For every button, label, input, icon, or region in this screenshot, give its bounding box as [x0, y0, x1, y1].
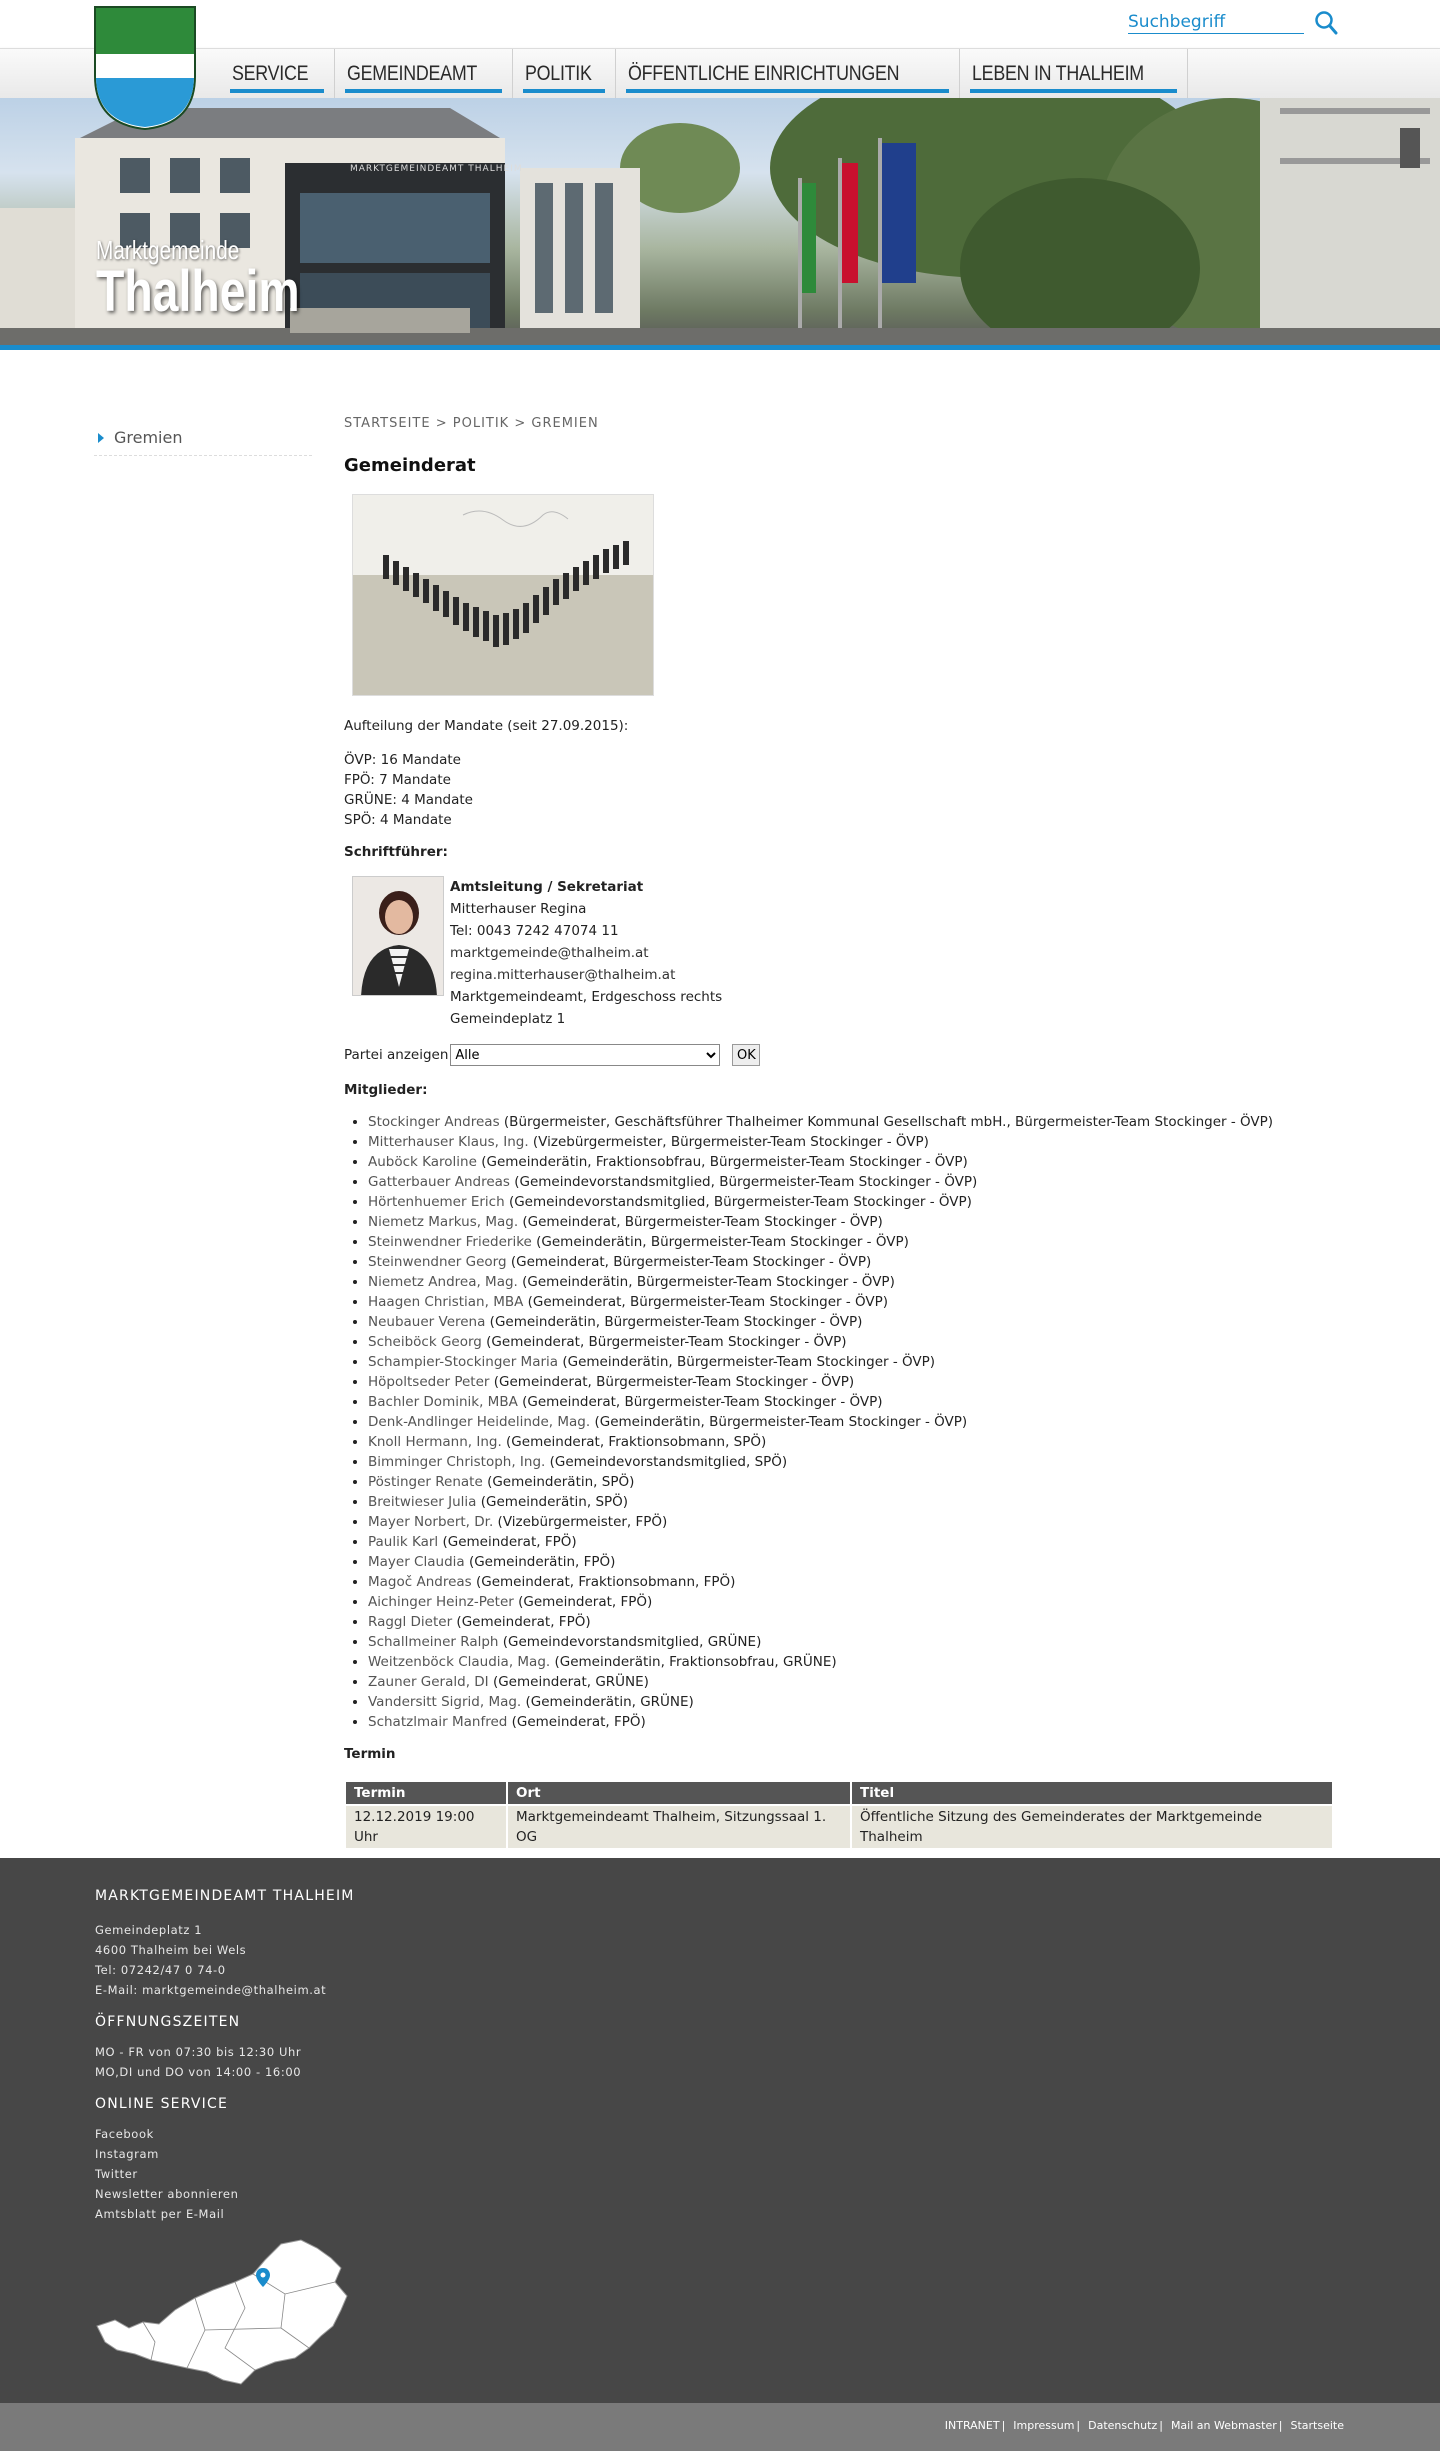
bottom-links: INTRANET | Impressum | Datenschutz | Mail an Webmaster | Startseite [944, 2419, 1344, 2432]
member-name-link[interactable]: Breitwieser Julia [368, 1494, 477, 1510]
ok-button[interactable]: OK [732, 1044, 760, 1066]
nav-oeffentliche-einrichtungen[interactable] [616, 49, 960, 99]
search-button[interactable] [1314, 10, 1338, 36]
mandate-item: SPÖ: 4 Mandate [344, 812, 452, 828]
nav-gemeindeamt[interactable] [335, 49, 513, 99]
member-name-link[interactable]: Vandersitt Sigrid, Mag. [368, 1694, 522, 1710]
member-name-link[interactable]: Schampier-Stockinger Maria [368, 1354, 559, 1370]
sidebar [94, 420, 312, 456]
mandate-item: FPÖ: 7 Mandate [344, 772, 451, 788]
member-name-link[interactable]: Denk-Andlinger Heidelinde, Mag. [368, 1414, 591, 1430]
footer-hours-line: MO - FR von 07:30 bis 12:30 Uhr [95, 2045, 302, 2059]
breadcrumb-startseite[interactable]: STARTSEITE [344, 416, 431, 431]
list-item [368, 1632, 1344, 1652]
member-role: (Gemeinderätin, Fraktionsobfrau, GRÜNE) [550, 1654, 837, 1670]
nav-politik[interactable] [513, 49, 616, 99]
breadcrumb [344, 414, 1344, 434]
list-item [368, 1132, 1344, 1152]
list-item [368, 1232, 1344, 1252]
footer-hours-heading: ÖFFNUNGSZEITEN [95, 2014, 241, 2030]
bottom-link-webmaster[interactable]: Mail an Webmaster [1170, 2419, 1277, 2432]
list-item [368, 1372, 1344, 1392]
list-item [368, 1712, 1344, 1732]
member-name-link[interactable]: Steinwendner Georg [368, 1254, 507, 1270]
member-role: (Gemeinderat, Bürgermeister-Team Stockinger - ÖVP) [489, 1374, 855, 1390]
member-name-link[interactable]: Scheiböck Georg [368, 1334, 482, 1350]
member-name-link[interactable]: Schallmeiner Ralph [368, 1634, 499, 1650]
footer-phone: Tel: 07242/47 0 74-0 [95, 1963, 226, 1977]
list-item [368, 1692, 1344, 1712]
member-role: (Gemeinderätin, GRÜNE) [521, 1694, 694, 1710]
bottom-link-datenschutz[interactable]: Datenschutz [1088, 2419, 1158, 2432]
footer-link-twitter[interactable]: Twitter [95, 2167, 138, 2181]
member-role: (Vizebürgermeister, Bürgermeister-Team Stockinger - ÖVP) [528, 1134, 929, 1150]
sidebar-item-label: Gremien [114, 428, 183, 447]
list-item [368, 1212, 1344, 1232]
member-name-link[interactable]: Niemetz Andrea, Mag. [368, 1274, 518, 1290]
member-role: (Gemeinderätin, SPÖ) [476, 1494, 629, 1510]
member-name-link[interactable]: Raggl Dieter [368, 1614, 453, 1630]
list-item [368, 1572, 1344, 1592]
list-item [368, 1472, 1344, 1492]
member-name-link[interactable]: Bachler Dominik, MBA [368, 1394, 518, 1410]
main-navigation-bar [0, 48, 1440, 98]
member-role: (Gemeinderat, FPÖ) [513, 1594, 653, 1610]
footer [0, 1858, 1440, 2403]
member-role: (Gemeinderätin, Bürgermeister-Team Stockinger - ÖVP) [558, 1354, 936, 1370]
termin-location-cell: Marktgemeindeamt Thalheim, Sitzungssaal 1. OG [508, 1806, 850, 1848]
coat-of-arms-icon [94, 6, 196, 130]
member-role: (Gemeinderätin, Bürgermeister-Team Stockinger - ÖVP) [531, 1234, 909, 1250]
contact-title: Amtsleitung / Sekretariat [450, 879, 644, 895]
member-role: (Vizebürgermeister, FPÖ) [493, 1514, 668, 1530]
main-navigation [220, 49, 1188, 99]
page-title: Gemeinderat [344, 455, 476, 476]
list-item [368, 1392, 1344, 1412]
council-group-photo [352, 494, 654, 696]
hero-building-sign: MARKTGEMEINDEAMT THALHEIM [350, 164, 523, 174]
party-filter [344, 1044, 1344, 1066]
nav-label: SERVICE [232, 62, 309, 85]
austria-map [95, 2238, 385, 2388]
secretary-portrait [352, 876, 444, 996]
breadcrumb-separator: > [514, 416, 527, 431]
member-role: (Gemeinderätin, Bürgermeister-Team Stockinger - ÖVP) [517, 1274, 895, 1290]
member-name-link[interactable]: Gatterbauer Andreas [368, 1174, 510, 1190]
member-role: (Gemeinderätin, FPÖ) [464, 1554, 616, 1570]
member-name-link[interactable]: Stockinger Andreas [368, 1114, 500, 1130]
hero-subtitle: Marktgemeinde [96, 235, 240, 265]
list-item [368, 1312, 1344, 1332]
bottom-bar [0, 2403, 1440, 2451]
mandate-intro: Aufteilung der Mandate (seit 27.09.2015): [344, 718, 629, 734]
list-item [368, 1112, 1344, 1132]
member-role: (Gemeindevorstandsmitglied, GRÜNE) [498, 1634, 762, 1650]
member-role: (Gemeinderat, Fraktionsobmann, SPÖ) [501, 1434, 767, 1450]
list-item [368, 1152, 1344, 1172]
coat-of-arms-logo[interactable] [94, 6, 196, 130]
member-role: (Gemeinderätin, Bürgermeister-Team Stockinger - ÖVP) [590, 1414, 968, 1430]
member-role: (Gemeinderat, FPÖ) [438, 1534, 577, 1550]
member-name-link[interactable]: Zauner Gerald, DI [368, 1674, 489, 1690]
contact-email-general[interactable]: marktgemeinde@thalheim.at [450, 945, 649, 961]
footer-info [95, 1888, 355, 2224]
nav-label: POLITIK [524, 62, 592, 85]
contact-phone: Tel: 0043 7242 47074 11 [450, 923, 619, 939]
member-name-link[interactable]: Pöstinger Renate [368, 1474, 483, 1490]
footer-hours-line: MO,DI und DO von 14:00 - 16:00 [95, 2065, 302, 2079]
member-name-link[interactable]: Niemetz Markus, Mag. [368, 1214, 519, 1230]
nav-service[interactable] [220, 49, 335, 99]
member-role: (Gemeindevorstandsmitglied, Bürgermeister-Team Stockinger - ÖVP) [509, 1174, 978, 1190]
member-name-link[interactable]: Neubauer Verena [368, 1314, 486, 1330]
member-name-link[interactable]: Knoll Hermann, Ing. [368, 1434, 502, 1450]
members-heading: Mitglieder: [344, 1082, 428, 1098]
austria-map-icon [95, 2238, 385, 2388]
member-role: (Gemeindevorstandsmitglied, SPÖ) [545, 1454, 788, 1470]
breadcrumb-separator: > [435, 416, 448, 431]
list-item [368, 1672, 1344, 1692]
bottom-link-intranet[interactable]: INTRANET [944, 2419, 1000, 2432]
list-item [368, 1592, 1344, 1612]
contact-room: Marktgemeindeamt, Erdgeschoss rechts [450, 989, 723, 1005]
termin-date-cell: 12.12.2019 19:00 Uhr [346, 1806, 506, 1848]
breadcrumb-gremien[interactable]: GREMIEN [531, 416, 599, 431]
list-item [368, 1352, 1344, 1372]
member-name-link[interactable]: Haagen Christian, MBA [368, 1294, 524, 1310]
member-name-link[interactable]: Höpoltseder Peter [368, 1374, 490, 1390]
member-name-link[interactable]: Bimminger Christoph, Ing. [368, 1454, 546, 1470]
member-role: (Gemeinderat, Bürgermeister-Team Stockinger - ÖVP) [506, 1254, 872, 1270]
member-name-link[interactable]: Aichinger Heinz-Peter [368, 1594, 514, 1610]
secretary-contact-card [352, 876, 1344, 1030]
bottom-link-startseite[interactable]: Startseite [1290, 2419, 1344, 2432]
contact-email-personal[interactable]: regina.mitterhauser@thalheim.at [450, 967, 676, 983]
column-header-titel: Titel [852, 1782, 1332, 1804]
member-role: (Gemeinderätin, SPÖ) [482, 1474, 635, 1490]
member-role: (Gemeindevorstandsmitglied, Bürgermeister-Team Stockinger - ÖVP) [504, 1194, 972, 1210]
list-item [368, 1292, 1344, 1312]
search-icon [1314, 10, 1338, 36]
member-name-link[interactable]: Steinwendner Friederike [368, 1234, 532, 1250]
nav-label: LEBEN IN THALHEIM [972, 62, 1145, 85]
member-role: (Gemeinderat, FPÖ) [452, 1614, 591, 1630]
member-name-link[interactable]: Schatzlmair Manfred [368, 1714, 508, 1730]
member-role: (Gemeinderat, Fraktionsobmann, FPÖ) [471, 1574, 736, 1590]
contact-info [450, 876, 722, 1030]
sidebar-item-gremien[interactable] [94, 420, 312, 456]
party-filter-label: Partei anzeigen [344, 1047, 449, 1063]
breadcrumb-politik[interactable]: POLITIK [452, 416, 510, 431]
list-item [368, 1412, 1344, 1432]
footer-link-amtsblatt[interactable]: Amtsblatt per E-Mail [95, 2207, 225, 2221]
list-item [368, 1192, 1344, 1212]
hero-accent-stripe [0, 345, 1440, 350]
termin-table [344, 1780, 1334, 1850]
column-header-termin: Termin [346, 1782, 506, 1804]
bottom-link-impressum[interactable]: Impressum [1013, 2419, 1075, 2432]
list-item [368, 1512, 1344, 1532]
member-role: (Gemeinderat, GRÜNE) [488, 1674, 649, 1690]
contact-name: Mitterhauser Regina [450, 901, 587, 917]
mandate-item: GRÜNE: 4 Mandate [344, 792, 473, 808]
list-item [368, 1252, 1344, 1272]
member-role: (Gemeinderat, Bürgermeister-Team Stockinger - ÖVP) [517, 1394, 883, 1410]
party-select[interactable] [450, 1044, 720, 1066]
list-item [368, 1532, 1344, 1552]
list-item [368, 1172, 1344, 1192]
list-item [368, 1612, 1344, 1632]
member-name-link[interactable]: Paulik Karl [368, 1534, 439, 1550]
member-name-link[interactable]: Mayer Norbert, Dr. [368, 1514, 494, 1530]
footer-online-heading: ONLINE SERVICE [95, 2096, 229, 2112]
member-role: (Gemeinderätin, Fraktionsobfrau, Bürgermeister-Team Stockinger - ÖVP) [476, 1154, 968, 1170]
member-name-link[interactable]: Weitzenböck Claudia, Mag. [368, 1654, 551, 1670]
list-item [368, 1552, 1344, 1572]
member-name-link[interactable]: Mitterhauser Klaus, Ing. [368, 1134, 529, 1150]
chevron-right-icon [98, 433, 104, 443]
member-role: (Gemeinderat, FPÖ) [507, 1714, 646, 1730]
footer-link-newsletter[interactable]: Newsletter abonnieren [95, 2187, 239, 2201]
nav-label: GEMEINDEAMT [346, 62, 477, 85]
member-name-link[interactable]: Auböck Karoline [368, 1154, 477, 1170]
list-item [368, 1332, 1344, 1352]
member-role: (Gemeinderat, Bürgermeister-Team Stockinger - ÖVP) [481, 1334, 847, 1350]
list-item [368, 1452, 1344, 1472]
table-row[interactable] [346, 1806, 1332, 1848]
hero-title: Thalheim [96, 259, 300, 324]
footer-email[interactable]: E-Mail: marktgemeinde@thalheim.at [95, 1983, 327, 1997]
contact-address: Gemeindeplatz 1 [450, 1011, 566, 1027]
mandate-list [344, 750, 1344, 830]
nav-leben-in-thalheim[interactable] [960, 49, 1187, 99]
footer-address-line: 4600 Thalheim bei Wels [95, 1943, 247, 1957]
footer-link-facebook[interactable]: Facebook [95, 2127, 154, 2141]
footer-address-line: Gemeindeplatz 1 [95, 1923, 203, 1937]
termin-table-header [346, 1782, 1332, 1804]
list-item [368, 1432, 1344, 1452]
mandate-item: ÖVP: 16 Mandate [344, 752, 461, 768]
column-header-ort: Ort [508, 1782, 850, 1804]
nav-label: ÖFFENTLICHE EINRICHTUNGEN [628, 62, 900, 85]
footer-link-instagram[interactable]: Instagram [95, 2147, 159, 2161]
top-bar [0, 0, 1440, 48]
footer-org-heading: MARKTGEMEINDEAMT THALHEIM [95, 1888, 355, 1904]
search-input[interactable] [1128, 10, 1304, 34]
member-role: (Gemeinderat, Bürgermeister-Team Stockinger - ÖVP) [518, 1214, 883, 1230]
list-item [368, 1652, 1344, 1672]
list-item [368, 1272, 1344, 1292]
member-role: (Gemeinderätin, Bürgermeister-Team Stockinger - ÖVP) [485, 1314, 863, 1330]
list-item [368, 1492, 1344, 1512]
member-name-link[interactable]: Magoč Andreas [368, 1574, 472, 1590]
members-list [368, 1112, 1344, 1732]
member-role: (Bürgermeister, Geschäftsführer Thalheimer Kommunal Gesellschaft mbH., Bürgermeister-Team Stockinger - ÖVP) [499, 1114, 1274, 1130]
member-name-link[interactable]: Hörtenhuemer Erich [368, 1194, 505, 1210]
member-role: (Gemeinderat, Bürgermeister-Team Stockinger - ÖVP) [523, 1294, 889, 1310]
termin-title-cell: Öffentliche Sitzung des Gemeinderates der Marktgemeinde Thalheim [852, 1806, 1332, 1848]
secretary-heading: Schriftführer: [344, 844, 448, 860]
main-content [344, 414, 1344, 1850]
member-name-link[interactable]: Mayer Claudia [368, 1554, 465, 1570]
termin-heading: Termin [344, 1746, 396, 1762]
